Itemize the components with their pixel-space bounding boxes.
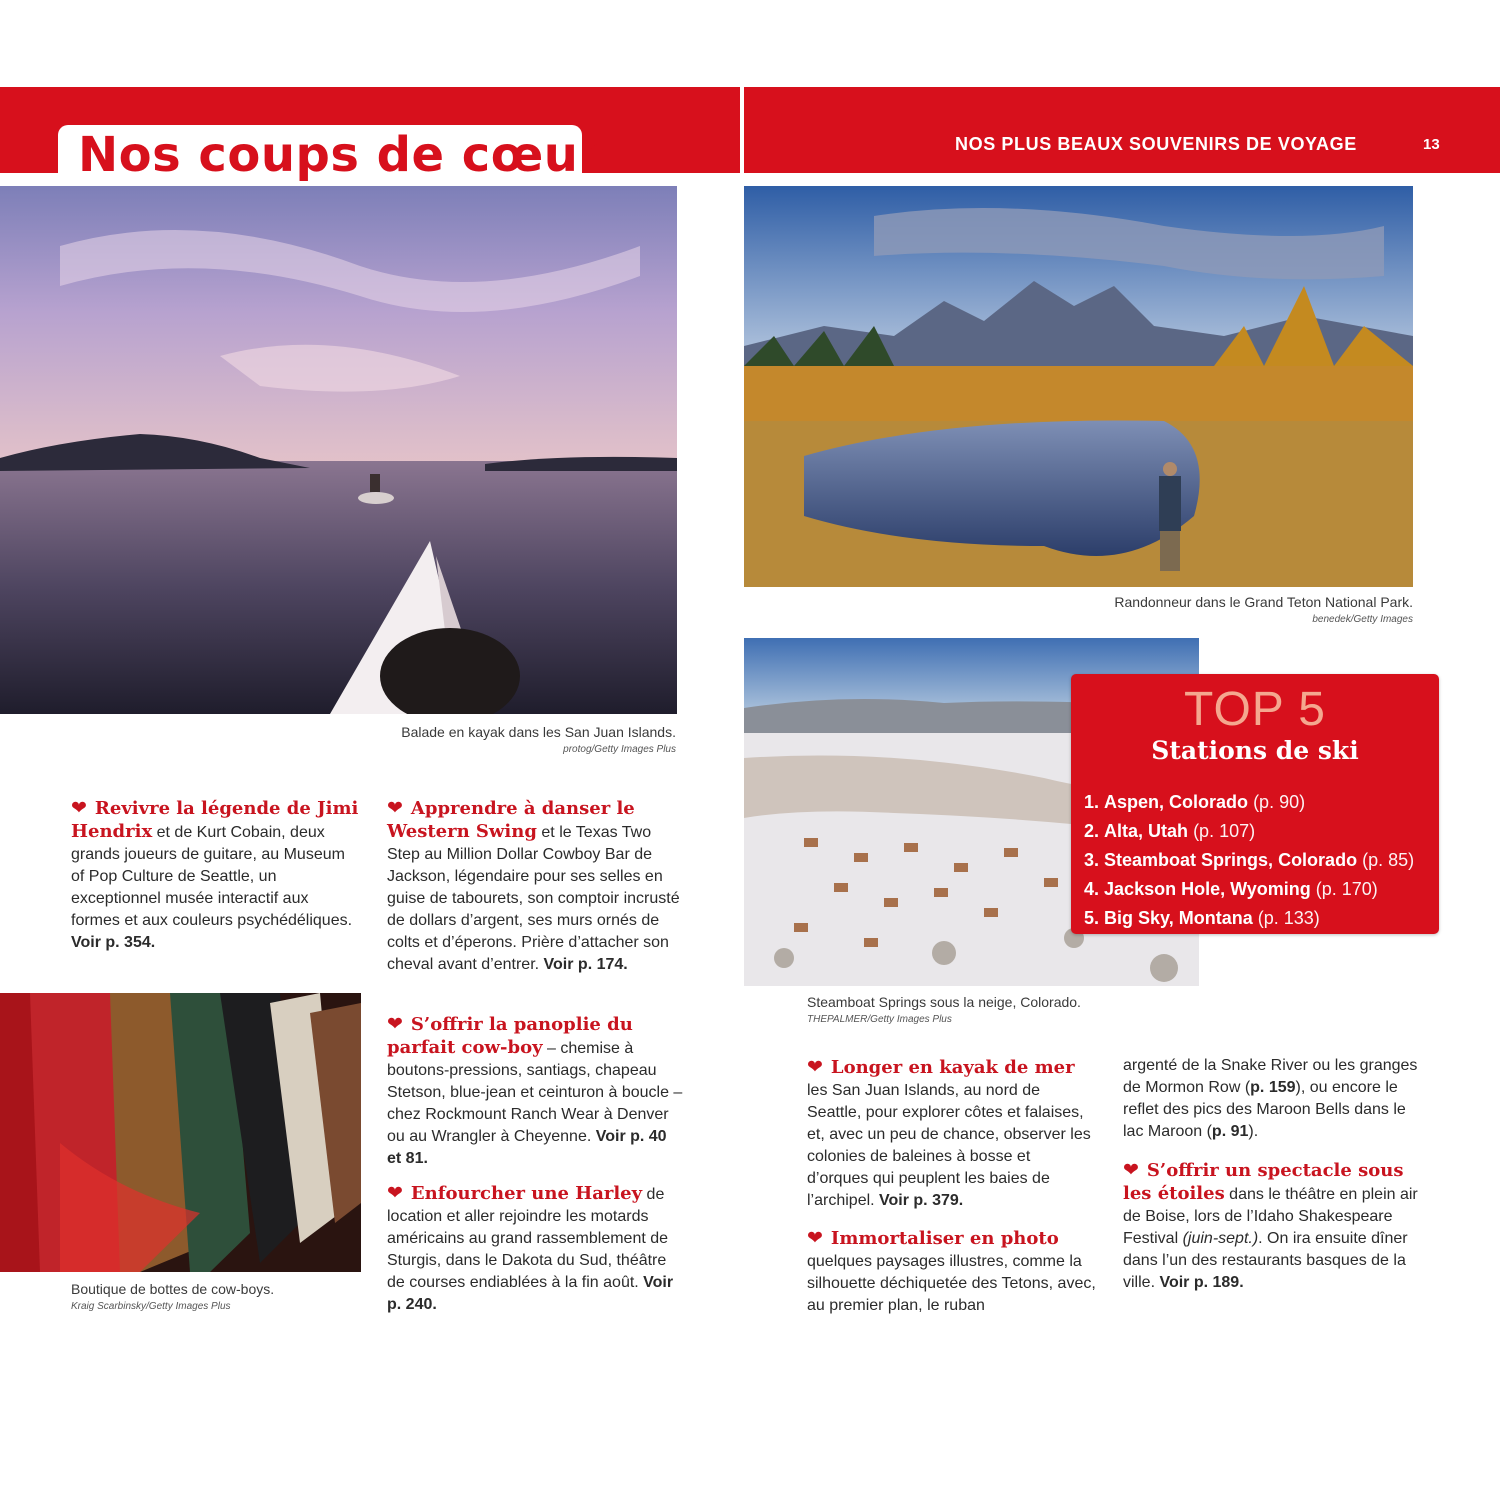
kayak-credit: protog/Getty Images Plus [563,744,676,755]
heart-icon: ❤ [807,1228,823,1249]
heart-icon: ❤ [387,798,403,819]
boots-credit: Kraig Scarbinsky/Getty Images Plus [71,1301,231,1312]
entry-kayak-mer: ❤ Longer en kayak de mer les San Juan Islands, au nord de Seattle, pour explorer côtes et falaises, et, avec un peu de chance, observer les colonies de baleines à bosse et d’orques qui peuplent les baies de l’archipel. Voir p. 379. [807,1057,1091,1209]
boots-caption: Boutique de bottes de cow-boys. [71,1281,275,1297]
page-number: 13 [1423,136,1440,153]
entry-photo-continued: argenté de la Snake River ou les granges de Mormon Row (p. 159), ou encore le reflet des pics des Maroon Bells dans le lac Maroon (p. 91). [1123,1057,1418,1140]
top5-box [1071,674,1439,934]
entry-photo: ❤ Immortaliser en photo quelques paysages illustres, comme la silhouette déchiquetée des Tetons, avec, au premier plan, le ruban [807,1228,1096,1314]
top5-title: TOP 5 [1184,683,1326,736]
top5-subtitle: Stations de ski [1151,736,1359,765]
teton-credit: benedek/Getty Images [1312,614,1413,625]
teton-caption: Randonneur dans le Grand Teton National Park. [1114,594,1413,610]
section-title: NOS PLUS BEAUX SOUVENIRS DE VOYAGE [955,134,1357,154]
page-title: Nos coups de cœur [78,127,603,183]
steamboat-credit: THEPALMER/Getty Images Plus [807,1014,952,1025]
entry-hendrix: ❤ Revivre la légende de Jimi Hendrix et de Kurt Cobain, deux grands joueurs de guitare, au Museum of Pop Culture de Seattle, un exceptionnel musée interactif aux formes et aux couleurs psychédéliques. Voir p. 354. [71,798,359,951]
entry-spectacle: ❤ S’offrir un spectacle sous les étoiles dans le théâtre en plein air de Boise, lors de l’Idaho Shakespeare Festival (juin-sept.). On ira ensuite dîner dans l’un des restaurants basques de la ville. Voir p. 189. [1123,1160,1418,1291]
entry-cowboy: ❤ S’offrir la panoplie du parfait cow-boy – chemise à boutons-pressions, santiags, chapeau Stetson, blue-jean et ceinturon à boucle – chez Rockmount Ranch Wear à Denver ou au Wrangler à Cheyenne. Voir p. 40 et 81. [387,1014,683,1167]
list-item: 3. Steamboat Springs, Colorado (p. 85) [1084,850,1415,870]
boots-photo [0,993,361,1272]
heart-icon: ❤ [71,798,87,819]
list-item: 5. Big Sky, Montana (p. 133) [1084,908,1320,928]
top5-list [1084,788,1414,933]
steamboat-caption: Steamboat Springs sous la neige, Colorado. [807,994,1081,1010]
list-item: 4. Jackson Hole, Wyoming (p. 170) [1084,879,1378,899]
teton-photo [744,186,1413,587]
heart-icon: ❤ [387,1014,403,1035]
kayak-caption: Balade en kayak dans les San Juan Islands. [401,724,676,740]
entry-western-swing: ❤ Apprendre à danser le Western Swing et le Texas Two Step au Million Dollar Cowboy Bar de Jackson, légendaire pour ses selles en guise de tabourets, son comptoir incrusté de dollars d’argent, ses murs ornés de colts et d’éperons. Prière d’attacher son cheval avant d’entrer. Voir p. 174. [387,798,680,973]
list-item: 2. Alta, Utah (p. 107) [1084,821,1256,841]
kayak-photo [0,186,677,714]
heart-icon: ❤ [387,1183,403,1204]
heart-icon: ❤ [1123,1160,1139,1181]
heart-icon: ❤ [807,1057,823,1078]
header-band-right [744,87,1500,173]
entry-harley: ❤ Enfourcher une Harley de location et aller rejoindre les motards américains au grand rassemblement de Sturgis, dans le Dakota du Sud, théâtre de courses endiablées à la fin août. Voir p. 240. [387,1183,674,1313]
list-item: 1. Aspen, Colorado (p. 90) [1084,792,1306,812]
